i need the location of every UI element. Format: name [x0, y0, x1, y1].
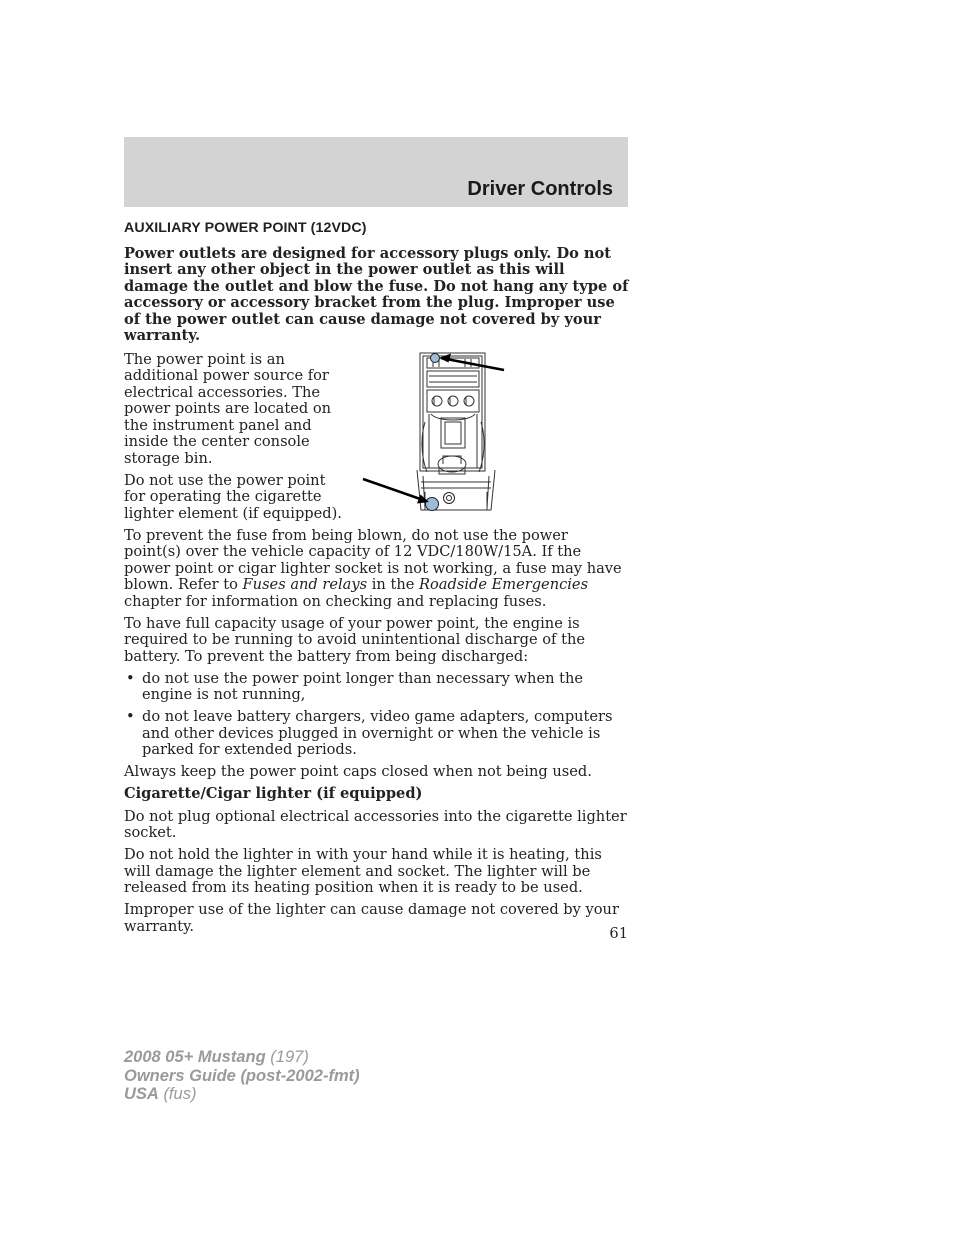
fuse-text-b: in the	[367, 576, 420, 593]
lighter-paragraph-2: Do not hold the lighter in with your hand while it is heating, this will damage the lighter element and socket. The lighter will be released from its heating position when it is ready to be used.	[124, 846, 602, 896]
footer-guide: Owners Guide (post-2002-fmt)	[124, 1066, 360, 1085]
page-number: 61	[609, 925, 628, 942]
footer-market: USA	[124, 1085, 159, 1103]
footer-model: 2008 05+ Mustang	[124, 1048, 266, 1066]
footer-line-1	[124, 1048, 360, 1067]
section-heading: AUXILIARY POWER POINT (12VDC)	[124, 220, 367, 236]
console-diagram	[359, 352, 629, 514]
fuses-relays-reference: Fuses and relays	[242, 576, 368, 593]
power-point-lighter-notice: Do not use the power point for operating the cigarette lighter element (if equipped).	[124, 471, 342, 522]
page-content	[124, 220, 629, 941]
section-header-band	[124, 137, 628, 207]
battery-discharge-paragraph: To have full capacity usage of your power point, the engine is required to be running to avoid unintentional discharge of the battery. To prevent the battery from being discharged:	[124, 614, 585, 665]
lighter-paragraph-1: Do not plug optional electrical accessories into the cigarette lighter socket.	[124, 807, 627, 841]
section-title: Driver Controls	[467, 178, 613, 200]
battery-tips-list	[124, 671, 629, 759]
power-point-caps-paragraph: Always keep the power point caps closed when not being used.	[124, 763, 592, 780]
power-point-description: The power point is an additional power source for electrical accessories. The power points are located on the instrument panel and inside the center console storage bin.	[124, 350, 332, 467]
list-item: • do not leave battery chargers, video game adapters, computers and other devices plugged in overnight or when the vehicle is parked for extended periods.	[124, 709, 629, 759]
footer-line-3	[124, 1085, 360, 1104]
warning-paragraph: Power outlets are designed for accessory plugs only. Do not insert any other object in the power outlet as this will damage the outlet and blow the fuse. Do not hang any type of accessory or accessory bracket from the plug. Improper use of the power outlet can cause damage not covered by your warranty.	[124, 244, 629, 344]
fuse-text-c: chapter for information on checking and replacing fuses.	[124, 592, 547, 610]
document-footer	[124, 1048, 360, 1104]
roadside-emergencies-reference: Roadside Emergencies	[419, 576, 589, 593]
footer-line-2	[124, 1067, 360, 1086]
footer-model-code: (197)	[270, 1048, 309, 1066]
center-console-power-point-illustration	[359, 352, 629, 514]
fuse-notice-paragraph	[124, 528, 629, 611]
lighter-heading: Cigarette/Cigar lighter (if equipped)	[124, 785, 423, 802]
lighter-paragraph-3: Improper use of the lighter can cause damage not covered by your warranty.	[124, 901, 619, 935]
list-item: • do not use the power point longer than necessary when the engine is not running,	[124, 671, 629, 704]
footer-market-code: (fus)	[163, 1085, 197, 1103]
fuse-text-a: To prevent the fuse from being blown, do not use the power point(s) over the vehicle capacity of 12 VDC/180W/15A. If the power point or cigar lighter socket is not working, a fuse may have blown. Refer to	[124, 526, 622, 593]
